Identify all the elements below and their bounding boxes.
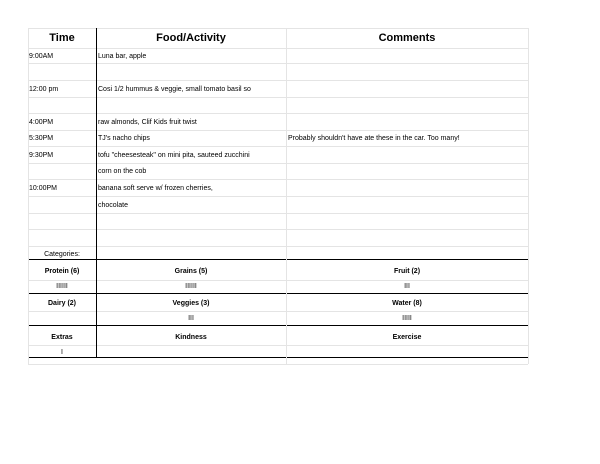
food-header: Food/Activity [156,32,226,44]
grid-line [28,97,528,98]
tally-veggies: III [188,315,194,322]
grid-line [28,130,528,131]
log-time: 5:30PM [29,135,54,142]
category-protein: Protein (6) [44,268,80,275]
categories-label: Categories: [44,251,80,258]
log-time: 9:00AM [29,53,54,60]
category-divider [28,293,528,294]
column-divider [96,28,97,358]
log-food: chocolate [98,202,128,209]
log-food: tofu "cheesesteak" on mini pita, sauteed zucchini [98,152,250,159]
grid-line [28,28,528,29]
category-divider [28,325,528,326]
tally-extras: I [61,349,63,356]
grid-line [28,163,528,164]
category-dairy: Dairy (2) [47,300,77,307]
log-time: 9:30PM [29,152,54,159]
tally-fruit: III [404,283,410,290]
grid-line [28,28,29,364]
grid-line [28,146,528,147]
grid-line [28,229,528,230]
grid-line [28,48,528,49]
log-food: corn on the cob [98,168,147,175]
log-food: raw almonds, Clif Kids fruit twist [98,119,197,126]
grid-line [28,63,528,64]
grid-line [28,311,528,312]
category-exercise: Exercise [392,334,422,341]
tally-grains: IIIIII [185,283,197,290]
log-time: 12:00 pm [29,86,59,93]
category-divider [28,357,528,358]
comments-header: Comments [378,32,436,44]
grid-line [28,179,528,180]
grid-line [28,213,528,214]
category-grains: Grains (5) [174,268,208,275]
grid-line [28,196,528,197]
log-food: TJ's nacho chips [98,135,150,142]
log-food: Luna bar, apple [98,53,147,60]
log-time: 4:00PM [29,119,54,126]
tally-water: IIIII [402,315,412,322]
log-time: 10:00PM [29,185,58,192]
log-comment: Probably shouldn't have ate these in the car. Too many! [288,135,460,142]
grid-line [28,246,528,247]
tally-protein: IIIIII [56,283,68,290]
category-water: Water (8) [392,300,422,307]
category-kindness: Kindness [175,334,207,341]
grid-line [28,113,528,114]
grid-line [28,280,528,281]
grid-line [28,364,528,365]
grid-line [286,28,287,364]
category-veggies: Veggies (3) [172,300,210,307]
grid-line [528,28,529,364]
category-extras: Extras [51,334,73,341]
category-divider [28,259,528,260]
time-header: Time [49,32,75,44]
log-food: banana soft serve w/ frozen cherries, [98,185,213,192]
grid-line [28,345,528,346]
category-fruit: Fruit (2) [393,268,421,275]
grid-line [28,80,528,81]
log-food: Cosi 1/2 hummus & veggie, small tomato basil so [98,86,251,93]
